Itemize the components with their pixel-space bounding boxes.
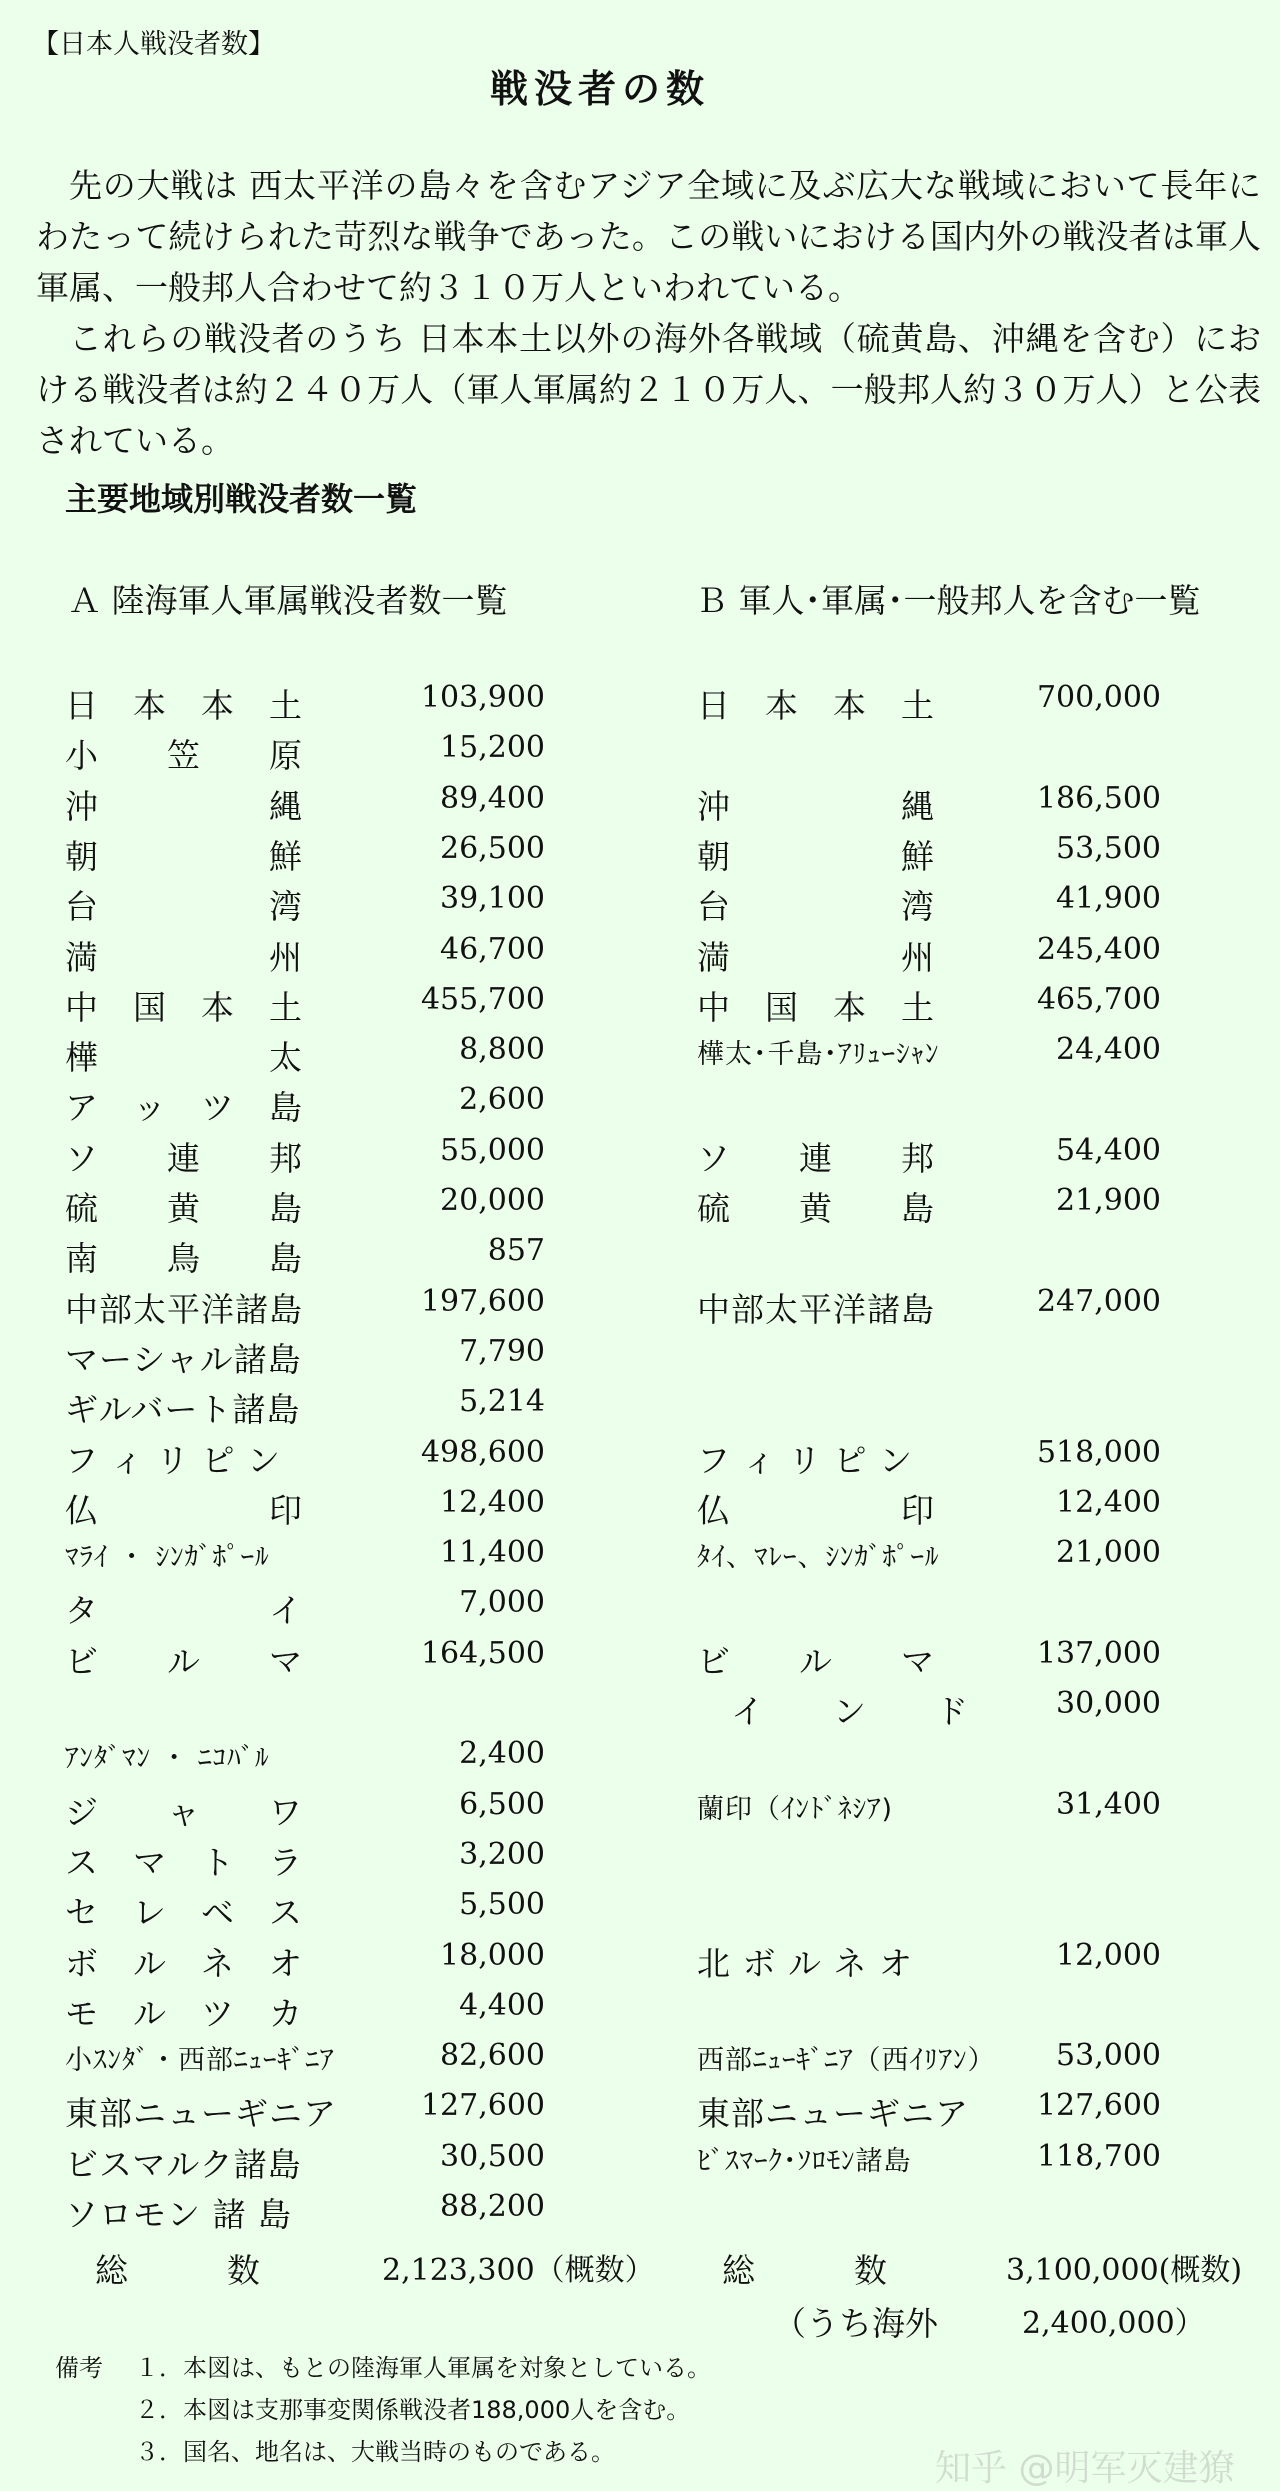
table-b-region-value: 465,700 <box>1036 981 1161 1017</box>
table-row <box>697 1032 1161 1082</box>
table-row <box>65 1837 545 1887</box>
table-row <box>65 1284 545 1334</box>
table-b-region-value: 31,400 <box>1056 1786 1161 1822</box>
table-a-region-value: 88,200 <box>440 2189 545 2224</box>
table-row <box>697 1837 1161 1887</box>
table-a-region-name: ｱﾝﾀﾞﾏﾝ ・ ﾆｺﾊﾞﾙ <box>65 1743 270 1775</box>
table-a-region-value: 4,400 <box>459 1987 545 2023</box>
page-title: 戦没者の数 <box>489 67 710 111</box>
table-row <box>697 1435 1161 1485</box>
table-a-region-value: 498,600 <box>420 1434 545 1470</box>
intro-paragraph-2: これらの戦没者のうち 日本本土以外の海外各戦域（硫黄島、沖縄を含む）における戦没者は約２４０万人（軍人軍属約２１０万人、一般邦人約３０万人）と公表されている。 <box>36 319 1261 460</box>
table-row <box>697 1988 1161 2038</box>
table-a-region-name: ス マ ト ラ <box>65 1842 303 1882</box>
table-b-region-name: イ ン ド <box>697 1692 969 1731</box>
table-b-region-value: 21,900 <box>1056 1183 1161 1218</box>
table-a-region-name: 小 笠 原 <box>65 736 303 776</box>
table-row <box>65 1233 545 1283</box>
table-a-region-name: 沖 縄 <box>65 786 303 826</box>
table-row <box>65 1384 545 1434</box>
table-b-region-value: 30,000 <box>1056 1686 1161 1721</box>
table-b-region-name: 台 湾 <box>697 887 935 927</box>
table-a-region-name: 台 湾 <box>65 887 303 927</box>
table-a-region-name: ボ ル ネ オ <box>65 1943 303 1983</box>
table-row <box>65 1636 545 1686</box>
table-row <box>65 932 545 982</box>
table-row <box>697 1887 1161 1937</box>
table-a-region-name: 朝 鮮 <box>65 836 303 876</box>
table-row <box>65 982 545 1032</box>
table-b-region-name: ﾀｲ、ﾏﾚｰ、ｼﾝｶﾞﾎﾟｰﾙ <box>697 1542 940 1574</box>
table-a-region-name: ビスマルク諸島 <box>65 2144 302 2184</box>
table-a-region-value: 5,500 <box>459 1887 545 1923</box>
table-a-region-value: 18,000 <box>440 1937 545 1973</box>
table-b-total-value: 3,100,000(概数) <box>1006 2253 1243 2288</box>
table-b-region-value: 118,700 <box>1036 2138 1161 2174</box>
table-b-region-value: 41,900 <box>1056 881 1161 917</box>
table-a-region-name: タ イ <box>65 1591 303 1631</box>
table-row <box>65 1686 545 1736</box>
table-row <box>65 1938 545 1988</box>
table-row <box>65 1133 545 1183</box>
table-row <box>65 1787 545 1837</box>
table-row <box>697 1535 1161 1585</box>
table-b-region-value: 12,400 <box>1056 1484 1161 1520</box>
table-b-region-value: 53,500 <box>1056 830 1161 866</box>
table-a-region-name: 日 本 本 土 <box>65 686 303 725</box>
table-a-heading: Ａ 陸海軍人軍属戦没者数一覧 <box>68 581 508 620</box>
table-b-region-value: 186,500 <box>1036 780 1161 816</box>
table-b-region-name: 沖 縄 <box>697 786 935 826</box>
table-a-region-name: 小ｽﾝﾀﾞ・西部ﾆｭｰｷﾞﾆｱ <box>65 2045 335 2077</box>
table-row <box>697 1233 1161 1283</box>
table-a-region-value: 15,200 <box>440 730 545 766</box>
table-row <box>697 881 1161 931</box>
table-row <box>65 881 545 931</box>
table-b-overseas-label: （うち海外 <box>773 2304 938 2343</box>
note-item-3: ３．国名、地名は、大戦当時のものである。 <box>135 2438 615 2466</box>
table-row <box>697 1787 1161 1837</box>
table-a-region-name: ソロモン 諸 島 <box>65 2195 292 2234</box>
table-row <box>65 1736 545 1786</box>
section-title: 主要地域別戦没者数一覧 <box>65 480 418 518</box>
table-b-overseas-value: 2,400,000） <box>1022 2306 1205 2341</box>
table-row <box>65 1032 545 1082</box>
table-a-region-value: 455,700 <box>420 981 545 1017</box>
table-a-region-value: 103,900 <box>420 680 545 715</box>
table-a-region-value: 857 <box>487 1233 545 1269</box>
table-b-region-value: 700,000 <box>1036 680 1161 715</box>
table-a-region-value: 8,800 <box>459 1032 545 1068</box>
table-b-region-name: 蘭印（ｲﾝﾄﾞﾈｼｱ) <box>697 1793 894 1825</box>
table-b-region-value: 24,400 <box>1056 1032 1161 1068</box>
notes-label: 備考 <box>55 2354 103 2382</box>
table-row <box>65 1435 545 1485</box>
table-row <box>697 1384 1161 1434</box>
table-row <box>697 2088 1161 2138</box>
table-b-region-name: 中 国 本 土 <box>697 987 935 1027</box>
table-row <box>65 1887 545 1937</box>
table-a-region-value: 6,500 <box>459 1786 545 1822</box>
table-b-region-value: 12,000 <box>1056 1937 1161 1973</box>
table-a-region-value: 55,000 <box>440 1132 545 1168</box>
table-row <box>697 1334 1161 1384</box>
intro-text <box>36 160 1261 466</box>
table-a-region-value: 197,600 <box>420 1283 545 1319</box>
table-row <box>697 1736 1161 1786</box>
table-a-region-value: 5,214 <box>459 1384 545 1420</box>
table-row <box>697 1585 1161 1635</box>
table-b-region-name: 中部太平洋諸島 <box>697 1289 935 1329</box>
table-a-total-label: 総 数 <box>95 2251 260 2290</box>
table-row <box>65 1585 545 1635</box>
table-a-region-name: 仏 印 <box>65 1490 303 1530</box>
table-a-region-name: ソ 連 邦 <box>65 1138 303 1178</box>
table-a-region-value: 20,000 <box>440 1183 545 1218</box>
table-row <box>65 680 545 730</box>
bracket-title: 【日本人戦没者数】 <box>32 29 275 60</box>
table-row <box>697 680 1161 730</box>
table-row <box>65 1988 545 2038</box>
table-row <box>697 781 1161 831</box>
table-a-region-value: 89,400 <box>440 780 545 816</box>
table-a-region-value: 11,400 <box>440 1535 545 1571</box>
table-a-region-value: 164,500 <box>420 1635 545 1671</box>
table-b-region-name: 硫 黄 島 <box>697 1189 935 1228</box>
table-b-region-name: フ ィ リ ピ ン <box>697 1440 913 1480</box>
table-b-region-name: 西部ﾆｭｰｷﾞﾆｱ（西ｲﾘｱﾝ） <box>697 2045 996 2077</box>
table-b-region-name: ソ 連 邦 <box>697 1138 935 1178</box>
table-a-region-name: 満 州 <box>65 937 303 977</box>
table-row <box>65 2139 545 2189</box>
intro-paragraph-1: 先の大戦は 西太平洋の島々を含むアジア全域に及ぶ広大な戦域において長年にわたって続けられた苛烈な戦争であった。この戦いにおける国内外の戦没者は軍人軍属、一般邦人合わせて約３１０万人といわれている。 <box>36 166 1261 307</box>
table-b-region-name: 北 ボ ル ネ オ <box>697 1943 913 1983</box>
table-a-region-name: セ レ ベ ス <box>65 1893 303 1933</box>
table-a-region-value: 3,200 <box>459 1836 545 1872</box>
table-row <box>697 1284 1161 1334</box>
table-row <box>65 2088 545 2138</box>
table-row <box>697 2189 1161 2239</box>
table-row <box>697 1485 1161 1535</box>
table-b-region-value: 127,600 <box>1036 2088 1161 2124</box>
table-b-region-name: 朝 鮮 <box>697 836 935 876</box>
watermark: 知乎 @明军灭建獠 <box>935 2448 1235 2489</box>
table-a-region-value: 30,500 <box>440 2138 545 2174</box>
table-row <box>65 781 545 831</box>
table-b-total-label: 総 数 <box>722 2251 887 2290</box>
table-a-region-name: 中部太平洋諸島 <box>65 1289 303 1329</box>
table-a-region-name: ﾏﾗｲ ・ ｼﾝｶﾞﾎﾟｰﾙ <box>65 1542 270 1574</box>
table-b-heading: Ｂ 軍人･軍属･一般邦人を含む一覧 <box>695 581 1201 620</box>
table-a-region-name: 南 鳥 島 <box>65 1239 303 1279</box>
table-b-region-value: 518,000 <box>1036 1434 1161 1470</box>
table-b-region-value: 53,000 <box>1056 2038 1161 2074</box>
table-row <box>697 831 1161 881</box>
table-b-region-name: 東部ニューギニア <box>697 2094 969 2134</box>
table-a-region-name: 樺 太 <box>65 1038 303 1078</box>
table-a-region-name: ジ ャ ワ <box>65 1792 303 1832</box>
table-a-region-name: ビ ル マ <box>65 1641 303 1681</box>
table-b-region-value: 54,400 <box>1056 1132 1161 1168</box>
table-row <box>697 1636 1161 1686</box>
table-row <box>65 1485 545 1535</box>
table-a-region-value: 39,100 <box>440 881 545 917</box>
table-a-region-name: ア ッ ツ 島 <box>65 1088 303 1128</box>
table-a-region-value: 127,600 <box>420 2088 545 2124</box>
note-item-2: ２．本図は支那事変関係戦没者188,000人を含む。 <box>135 2396 691 2424</box>
table-row <box>65 1082 545 1132</box>
note-item-1: １．本図は、もとの陸海軍人軍属を対象としている。 <box>135 2354 711 2382</box>
table-row <box>65 1334 545 1384</box>
table-a-region-name: 硫 黄 島 <box>65 1189 303 1228</box>
table-b-region-value: 245,400 <box>1036 931 1161 967</box>
table-row <box>65 2189 545 2239</box>
table-a-region-name: マーシャル諸島 <box>65 1339 302 1379</box>
table-b-region-name: 日 本 本 土 <box>697 686 935 725</box>
table-a-region-value: 12,400 <box>440 1484 545 1520</box>
table-row <box>697 2038 1161 2088</box>
table-b-region-name: 満 州 <box>697 937 935 977</box>
table-row <box>697 1133 1161 1183</box>
table-b-region-name: ビ ル マ <box>697 1641 935 1681</box>
table-a-region-value: 2,600 <box>459 1082 545 1118</box>
table-a-region-name: モ ル ツ カ <box>65 1993 303 2033</box>
table-a-region-name: ギルバート諸島 <box>65 1390 301 1430</box>
table-a-region-name: 東部ニューギニア <box>65 2094 337 2134</box>
table-row <box>65 2038 545 2088</box>
table-row <box>697 932 1161 982</box>
table-row <box>65 831 545 881</box>
table-b-region-value: 137,000 <box>1036 1635 1161 1671</box>
table-row <box>697 982 1161 1032</box>
table-row <box>697 1938 1161 1988</box>
table-row <box>697 1183 1161 1233</box>
table-row <box>65 1183 545 1233</box>
table-a-region-value: 46,700 <box>440 931 545 967</box>
table-b-region-value: 247,000 <box>1036 1283 1161 1319</box>
table-b-region-name: ﾋﾞｽﾏｰｸ･ｿﾛﾓﾝ諸島 <box>697 2145 912 2177</box>
table-row <box>697 2139 1161 2189</box>
table-a-region-name: 中 国 本 土 <box>65 987 303 1027</box>
table-row <box>697 730 1161 780</box>
table-row <box>697 1082 1161 1132</box>
table-a-total-value: 2,123,300（概数） <box>382 2253 655 2288</box>
table-a-region-value: 2,400 <box>459 1736 545 1772</box>
table-a-region-value: 82,600 <box>440 2038 545 2074</box>
table-b-region-value: 21,000 <box>1056 1535 1161 1571</box>
table-row <box>697 1686 1161 1736</box>
table-a-region-value: 7,000 <box>459 1585 545 1621</box>
table-b-region-name: 樺太･千島･ｱﾘｭｰｼｬﾝ <box>697 1039 940 1071</box>
table-a-region-value: 7,790 <box>459 1333 545 1369</box>
table-a-region-name: フ ィ リ ピ ン <box>65 1440 281 1480</box>
table-row <box>65 1535 545 1585</box>
table-b-region-name: 仏 印 <box>697 1490 935 1530</box>
table-a-region-value: 26,500 <box>440 830 545 866</box>
table-row <box>65 730 545 780</box>
